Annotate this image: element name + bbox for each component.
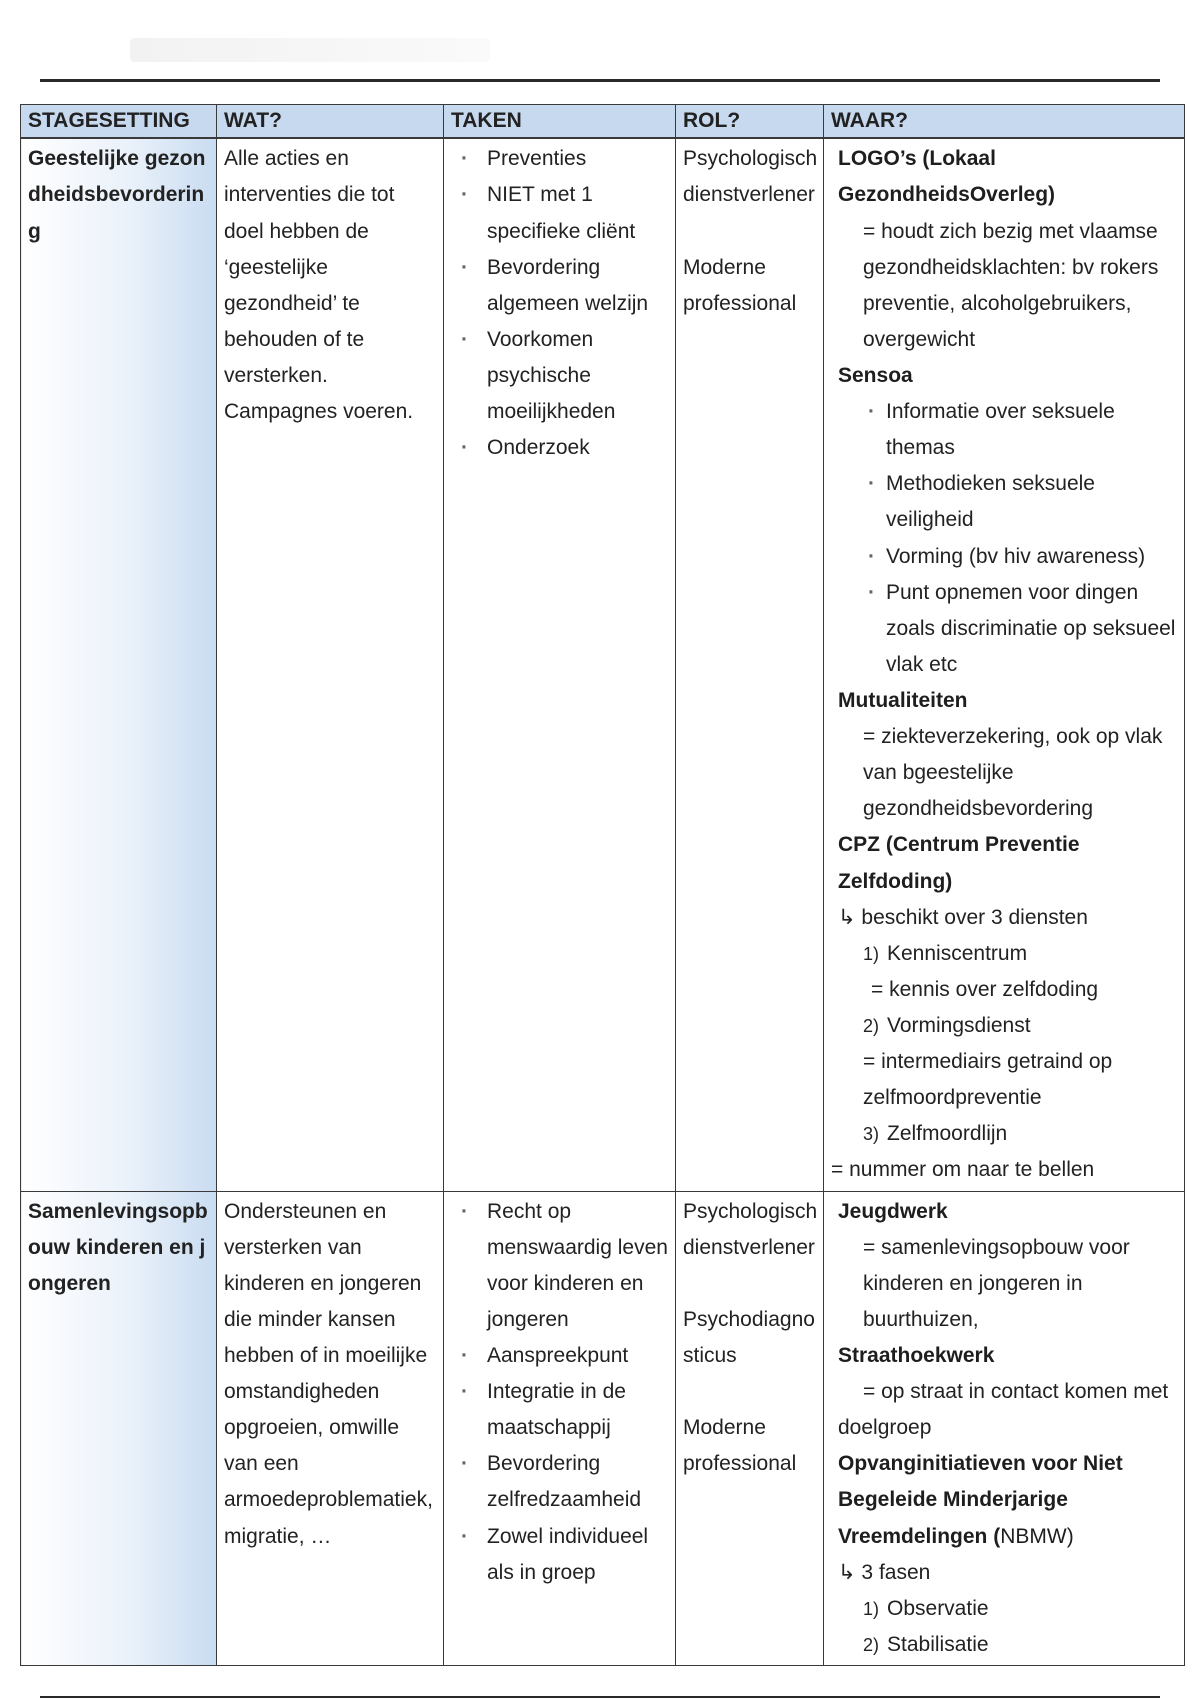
- table-header-row: [21, 105, 1185, 139]
- org-definition: = samenlevingsopbouw voor kinderen en jongeren in buurthuizen,: [863, 1235, 1130, 1331]
- item-label: Observatie: [887, 1596, 989, 1620]
- cell-taken: [444, 1191, 676, 1665]
- setting-label: Samenlevingsopbouw kinderen en jongeren: [28, 1199, 208, 1295]
- item-number: 1): [863, 943, 880, 964]
- numbered-item: [863, 936, 1177, 972]
- item-number: 2): [863, 1015, 880, 1036]
- item-definition: = kennis over zelfdoding: [871, 977, 1099, 1001]
- table-row: [21, 138, 1185, 1191]
- rol-item: Psychodiagnosticus: [683, 1307, 815, 1367]
- list-item: · Zowel individueel als in groep: [487, 1519, 668, 1591]
- list-item: · Onderzoek: [487, 430, 668, 466]
- list-item: · Bevordering zelfredzaamheid: [487, 1446, 668, 1518]
- numbered-item: [863, 1591, 1177, 1627]
- page-header-placeholder: [130, 38, 490, 62]
- rol-item: Psychologisch dienstverlener: [683, 1199, 818, 1259]
- opvang-title: Opvanginitiatieven voor Niet Begeleide Minderjarige Vreemdelingen (: [838, 1452, 1123, 1548]
- stagesetting-table: [20, 104, 1185, 1666]
- top-rule: [40, 79, 1160, 82]
- org-definition: = op straat in contact komen met: [863, 1380, 1169, 1404]
- rol-item: Moderne professional: [683, 1415, 797, 1476]
- rol-item: Psychologisch dienstverlener: [683, 147, 818, 207]
- spacer: [683, 1374, 816, 1410]
- org-title: Straathoekwerk: [838, 1343, 995, 1367]
- taken-list: [451, 141, 668, 466]
- header-stagesetting: STAGESETTING: [21, 105, 217, 139]
- cell-taken: [444, 138, 676, 1191]
- org-definition: = ziekteverzekering, ook op vlak van bgeestelijke gezondheidsbevordering: [863, 725, 1163, 821]
- opvang-abbr: NBMW: [1000, 1524, 1067, 1548]
- list-item: · Integratie in de maatschappij: [487, 1374, 668, 1446]
- item-label: Zelfmoordlijn: [887, 1122, 1008, 1146]
- rol-item: Moderne professional: [683, 255, 797, 315]
- list-item: · Bevordering algemeen welzijn: [487, 250, 668, 322]
- cell-waar: [824, 138, 1185, 1191]
- item-label: Kenniscentrum: [887, 941, 1028, 965]
- numbered-item: [863, 1627, 1177, 1663]
- numbered-item: [863, 1008, 1177, 1044]
- org-title: CPZ (Centrum Preventie Zelfdoding): [838, 833, 1080, 893]
- cell-waar: [824, 1191, 1185, 1665]
- item-label: Vormingsdienst: [887, 1013, 1031, 1037]
- org-title: Jeugdwerk: [838, 1199, 948, 1223]
- cpz-intro: ↳ beschikt over 3 diensten: [838, 905, 1088, 929]
- org-title: Mutualiteiten: [838, 688, 968, 712]
- spacer: [683, 1266, 816, 1302]
- org-title: LOGO’s (Lokaal GezondheidsOverleg): [838, 147, 1056, 207]
- item-number: 3): [863, 1124, 880, 1145]
- list-item: · NIET met 1 specifieke cliënt: [487, 177, 668, 249]
- wat-text: Ondersteunen en versterken van kinderen en jongeren die minder kansen hebben of in moeilijke omstandigheden opgroeien, omwille van een armoedeproblematiek, migratie, …: [224, 1199, 433, 1548]
- sensoa-list: [831, 394, 1177, 683]
- cell-wat: [217, 138, 444, 1191]
- list-item: · Voorkomen psychische moeilijkheden: [487, 322, 668, 430]
- header-taken: TAKEN: [444, 105, 676, 139]
- cell-rol: [676, 1191, 824, 1665]
- spacer: [683, 214, 816, 250]
- list-item: · Vorming (bv hiv awareness): [886, 539, 1177, 575]
- item-definition: = intermediairs getraind op zelfmoordpreventie: [863, 1050, 1113, 1110]
- org-definition: = houdt zich bezig met vlaamse gezondheidsklachten: bv rokers preventie, alcoholgebruikers, overgewicht: [863, 219, 1159, 351]
- header-wat: WAT?: [217, 105, 444, 139]
- wat-text: Alle acties en interventies die tot doel hebben de ‘geestelijke gezondheid’ te behouden of te versterken. Campagnes voeren.: [224, 147, 414, 424]
- cell-rol: [676, 138, 824, 1191]
- item-number: 2): [863, 1634, 880, 1655]
- numbered-item: [863, 1116, 1177, 1152]
- setting-label: Geestelijke gezondheidsbevordering: [28, 147, 206, 243]
- cell-setting: [21, 1191, 217, 1665]
- list-item: · Recht op menswaardig leven voor kinderen en jongeren: [487, 1194, 668, 1338]
- taken-list: [451, 1194, 668, 1591]
- table-row: [21, 1191, 1185, 1665]
- list-item: · Methodieken seksuele veiligheid: [886, 466, 1177, 538]
- list-item: · Punt opnemen voor dingen zoals discriminatie op seksueel vlak etc: [886, 575, 1177, 683]
- cell-wat: [217, 1191, 444, 1665]
- list-item: · Informatie over seksuele themas: [886, 394, 1177, 466]
- fasen-intro: ↳ 3 fasen: [838, 1560, 931, 1584]
- bottom-rule: [40, 1696, 1160, 1698]
- header-waar: WAAR?: [824, 105, 1185, 139]
- header-rol: ROL?: [676, 105, 824, 139]
- org-title: [838, 1446, 1177, 1554]
- org-title: Sensoa: [838, 364, 913, 387]
- opvang-close: ): [1066, 1524, 1074, 1548]
- item-label: Stabilisatie: [887, 1632, 989, 1656]
- item-number: 1): [863, 1598, 880, 1619]
- list-item: · Preventies: [487, 141, 668, 177]
- org-definition-cont: doelgroep: [838, 1416, 932, 1440]
- list-item: · Aanspreekpunt: [487, 1338, 668, 1374]
- cell-setting: [21, 138, 217, 1191]
- item-definition: = nummer om naar te bellen: [831, 1158, 1095, 1182]
